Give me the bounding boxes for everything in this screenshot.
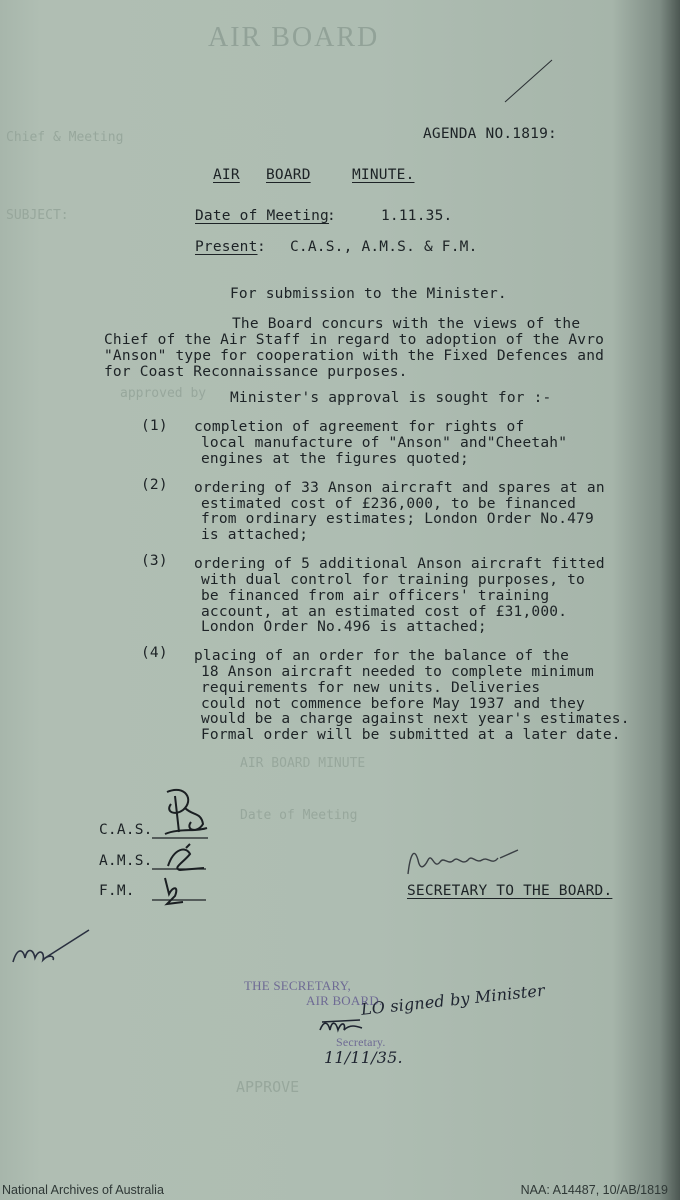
show-through-text: AIR BOARD: [208, 22, 380, 53]
item-line: London Order No.496 is attached;: [201, 619, 487, 635]
minister-note: LO signed by Minister: [360, 980, 546, 1019]
item-line: is attached;: [201, 527, 309, 543]
item-number: (2): [141, 477, 168, 493]
item-line: be financed from air officers' training: [201, 588, 550, 604]
present-members: C.A.S., A.M.S. & F.M.: [290, 239, 478, 255]
item-line: with dual control for training purposes, to: [201, 572, 585, 588]
item-line: Formal order will be submitted at a later date.: [201, 727, 621, 743]
show-through-text: AIR BOARD MINUTE: [240, 756, 366, 771]
meeting-date: 1.11.35.: [381, 208, 453, 224]
margin-initials: [5, 918, 95, 978]
signatory-cas: C.A.S.: [99, 822, 153, 838]
body-line: for Coast Reconnaissance purposes.: [104, 364, 408, 380]
stamp-line: THE SECRETARY,: [244, 978, 351, 993]
item-line: from ordinary estimates; London Order No.479: [201, 511, 594, 527]
approval-initials: [316, 1014, 366, 1038]
cas-signature: [155, 782, 215, 842]
item-number: (4): [141, 645, 168, 661]
item-number: (1): [141, 418, 168, 434]
archive-reference: NAA: A14487, 10/AB/1819: [520, 1183, 668, 1197]
heading-word: AIR: [213, 167, 240, 183]
item-line: could not commence before May 1937 and they: [201, 696, 585, 712]
body-line: "Anson" type for cooperation with the Fixed Defences and: [104, 348, 605, 364]
archive-footer: [0, 1182, 680, 1200]
agenda-number: AGENDA NO.1819:: [423, 126, 557, 142]
signatory-ams: A.M.S.: [99, 853, 153, 869]
date-label: Date of Meeting: [195, 208, 329, 224]
show-through-text: APPROVE: [236, 1078, 300, 1096]
show-through-text: Date of Meeting: [240, 808, 358, 823]
item-line: placing of an order for the balance of the: [194, 648, 570, 664]
show-through-text: SUBJECT:: [6, 208, 69, 223]
submission-line: For submission to the Minister.: [230, 286, 507, 302]
ams-signature: [160, 840, 210, 874]
item-line: account, at an estimated cost of £31,000.: [201, 604, 568, 620]
stamp-line: AIR BOARD.: [306, 993, 383, 1008]
body-line: Chief of the Air Staff in regard to adoption of the Avro: [104, 332, 605, 348]
item-number: (3): [141, 553, 168, 569]
present-label: Present: [195, 239, 258, 255]
item-line: engines at the figures quoted;: [201, 451, 469, 467]
body-line: The Board concurs with the views of the: [232, 316, 581, 332]
show-through-text: Chief & Meeting: [6, 130, 124, 145]
fm-signature: [155, 872, 195, 912]
archive-name: National Archives of Australia: [2, 1183, 164, 1197]
item-line: ordering of 33 Anson aircraft and spares at an: [194, 480, 605, 496]
item-line: estimated cost of £236,000, to be financed: [201, 496, 577, 512]
item-line: completion of agreement for rights of: [194, 419, 525, 435]
approval-date: 11/11/35.: [324, 1048, 403, 1067]
item-line: would be a charge against next year's estimates.: [201, 711, 630, 727]
item-line: ordering of 5 additional Anson aircraft fitted: [194, 556, 605, 572]
item-line: requirements for new units. Deliveries: [201, 680, 541, 696]
present-colon: :: [257, 239, 266, 255]
item-line: local manufacture of "Anson" and"Cheetah": [201, 435, 568, 451]
approval-intro: Minister's approval is sought for :-: [230, 390, 552, 406]
heading-word: BOARD: [266, 167, 311, 183]
item-line: 18 Anson aircraft needed to complete minimum: [201, 664, 594, 680]
signatory-fm: F.M.: [99, 883, 135, 899]
stamp-line: Secretary.: [336, 1035, 386, 1049]
secretary-label: SECRETARY TO THE BOARD.: [407, 883, 613, 899]
secretary-signature: [400, 840, 530, 890]
show-through-text: approved by: [120, 386, 207, 401]
date-colon: :: [327, 208, 336, 224]
heading-word: MINUTE.: [352, 167, 415, 183]
